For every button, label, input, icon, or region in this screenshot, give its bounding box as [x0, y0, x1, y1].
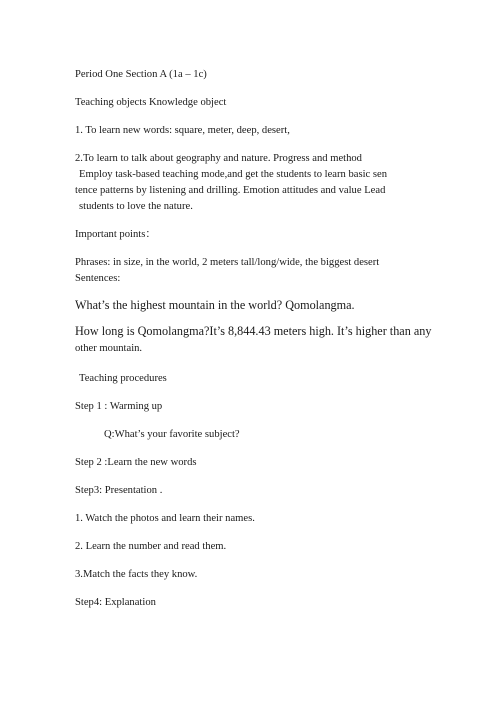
method-line-2: tence patterns by listening and drilling. Emotion attitudes and value Lead [75, 185, 386, 196]
step-1: Step 1 : Warming up [75, 401, 163, 412]
phrases-line: Phrases: in size, in the world, 2 meters tall/long/wide, the biggest desert [75, 257, 380, 268]
method-line-1: Employ task-based teaching mode,and get the students to learn basic sen [79, 169, 388, 180]
objective-1: 1. To learn new words: square, meter, deep, desert, [75, 125, 290, 136]
step-1-question: Q:What’s your favorite subject? [104, 429, 240, 440]
sentences-heading: Sentences: [75, 273, 121, 284]
section-title: Period One Section A (1a – 1c) [75, 69, 207, 80]
objective-2: 2.To learn to talk about geography and nature. Progress and method [75, 153, 362, 164]
sentence-2-continued: other mountain. [75, 343, 143, 354]
procedures-heading: Teaching procedures [79, 373, 167, 384]
objects-heading: Teaching objects Knowledge object [75, 97, 227, 108]
step-3-item-2: 2. Learn the number and read them. [75, 541, 227, 552]
step-3: Step3: Presentation . [75, 485, 163, 496]
sentence-1: What’s the highest mountain in the world? Qomolangma. [75, 298, 355, 312]
step-3-item-3: 3.Match the facts they know. [75, 569, 198, 580]
step-4: Step4: Explanation [75, 597, 156, 608]
step-2: Step 2 :Learn the new words [75, 457, 197, 468]
method-line-3: students to love the nature. [79, 201, 193, 212]
important-points-heading: Important points： [75, 229, 156, 240]
step-3-item-1: 1. Watch the photos and learn their names. [75, 513, 255, 524]
sentence-2: How long is Qomolangma?It’s 8,844.43 meters high. It’s higher than any [75, 324, 432, 338]
